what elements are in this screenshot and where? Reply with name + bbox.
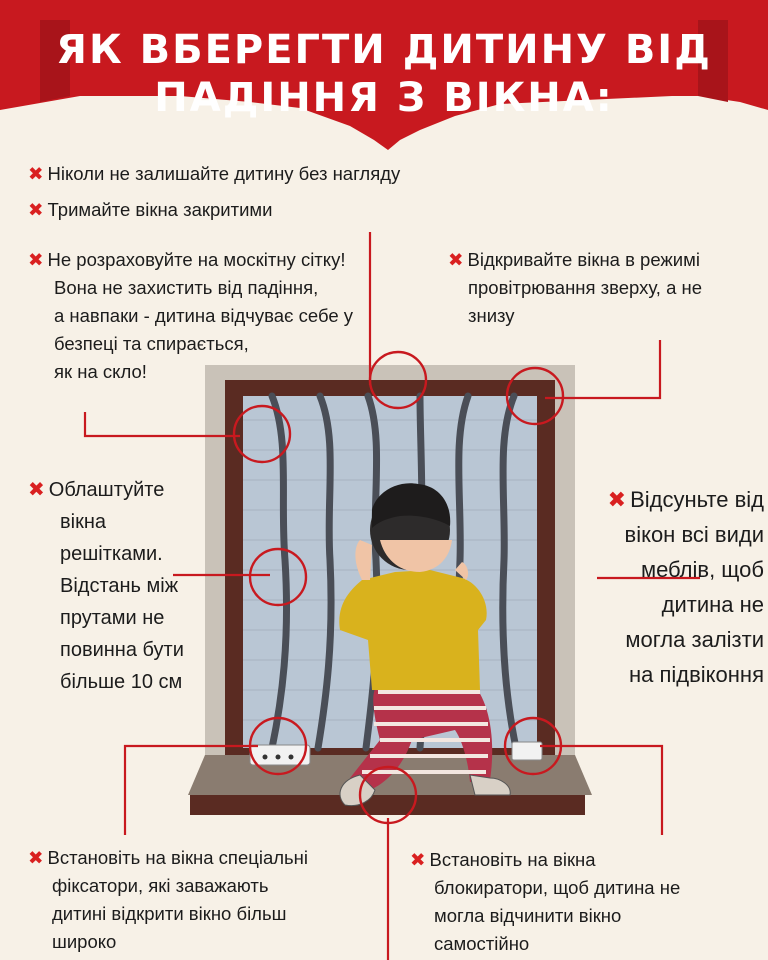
tip-furniture-line-2: вікон всі види [624, 522, 764, 547]
cross-icon: ✖ [28, 163, 44, 184]
tip-mesh-line-2: Вона не захистить від падіння, [54, 277, 319, 298]
tip-mesh-line-4: безпеці та спирається, [54, 333, 249, 354]
tip-furniture [570, 482, 764, 692]
tip-supervise [28, 160, 478, 188]
tip-bars [28, 474, 218, 698]
tip-mesh-line-3: а навпаки - дитина відчуває себе у [54, 305, 354, 326]
title-line-1: ЯК ВБЕРЕГТИ ДИТИНУ ВІД [56, 27, 712, 73]
tip-mesh [28, 246, 388, 386]
cross-icon: ✖ [28, 479, 45, 501]
tip-fixators-line-2: фіксатори, які заважають [52, 875, 269, 896]
tip-blockers-line-3: могла відчинити вікно [434, 905, 622, 926]
blocker-device [512, 742, 542, 760]
tip-fixators-line-1: Встановіть на вікна спеціальні [47, 847, 308, 868]
tip-blockers-line-2: блокиратори, щоб дитина не [434, 877, 681, 898]
cross-icon: ✖ [410, 849, 426, 870]
tip-supervise-text: Ніколи не залишайте дитину без нагляду [47, 163, 401, 184]
tip-furniture-line-4: дитина не [661, 592, 764, 617]
tip-ventilation-line-3: знизу [468, 305, 515, 326]
tip-blockers-line-1: Встановіть на вікна [429, 849, 596, 870]
tip-furniture-line-1: Відсуньте від [630, 487, 764, 512]
tip-bars-line-3: решітками. [60, 543, 163, 565]
tip-bars-line-6: повинна бути [60, 639, 184, 661]
tip-bars-line-2: вікна [60, 511, 106, 533]
tip-mesh-line-5: як на скло! [54, 361, 147, 382]
cross-icon: ✖ [607, 487, 627, 512]
tip-ventilation-line-1: Відкривайте вікна в режимі [467, 249, 700, 270]
tip-blockers [410, 846, 760, 958]
cross-icon: ✖ [448, 249, 464, 270]
tip-mesh-line-1: Не розраховуйте на москітну сітку! [47, 249, 346, 270]
cross-icon: ✖ [28, 199, 44, 220]
tip-ventilation [448, 246, 748, 330]
title-line-2: ПАДІННЯ З ВІКНА: [154, 75, 614, 121]
cross-icon: ✖ [28, 847, 44, 868]
cross-icon: ✖ [28, 249, 44, 270]
tip-fixators [28, 844, 378, 956]
tip-closed [28, 196, 478, 224]
tip-furniture-line-5: могла залізти [625, 627, 764, 652]
tip-bars-line-5: прутами не [60, 607, 165, 629]
tip-bars-line-4: Відстань між [60, 575, 179, 597]
tip-bars-line-7: більше 10 см [60, 671, 183, 693]
tip-fixators-line-4: широко [52, 931, 117, 952]
tip-closed-text: Тримайте вікна закритими [47, 199, 273, 220]
tip-bars-line-1: Облаштуйте [48, 479, 165, 501]
tip-fixators-line-3: дитині відкрити вікно більш [52, 903, 287, 924]
tip-furniture-line-6: на підвіконня [628, 662, 764, 687]
tip-ventilation-line-2: провітрювання зверху, а не [468, 277, 703, 298]
tip-furniture-line-3: меблів, щоб [640, 557, 764, 582]
tip-blockers-line-4: самостійно [434, 933, 530, 954]
